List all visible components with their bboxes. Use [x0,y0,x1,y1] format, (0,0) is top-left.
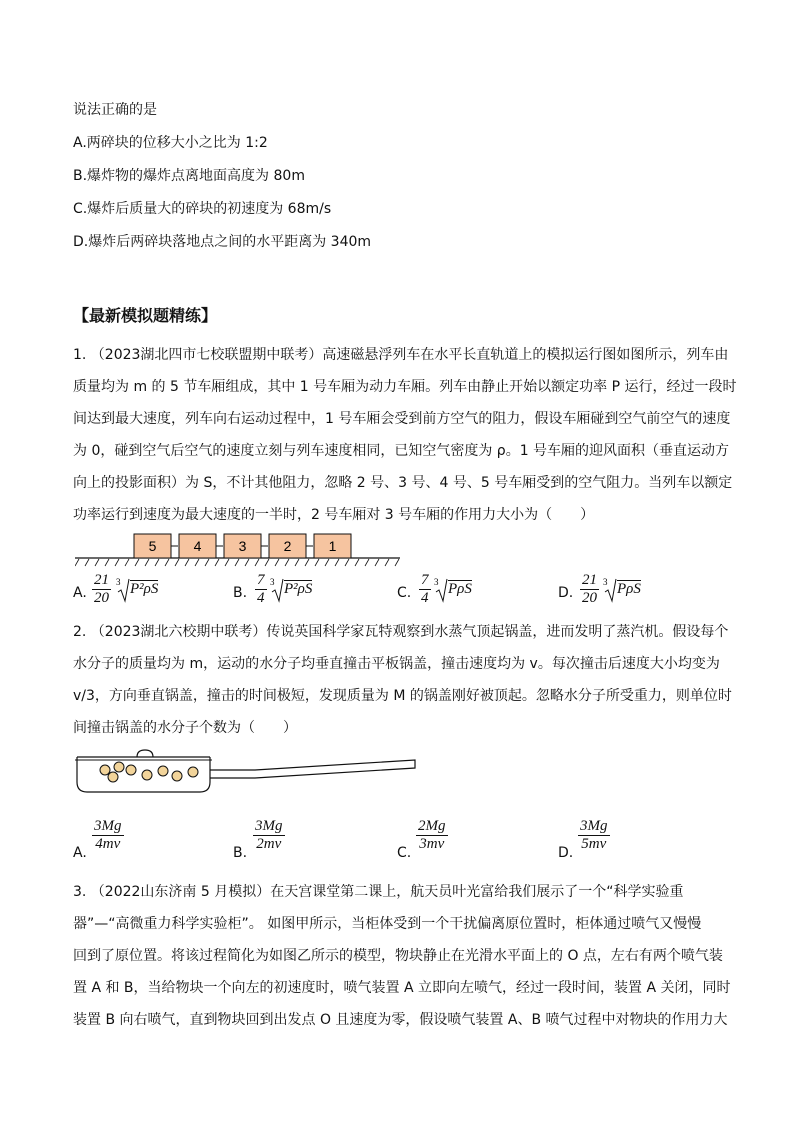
radical-sign [270,577,284,603]
svg-text:3: 3 [270,577,275,587]
q1-line: 向上的投影面积）为 S，不计其他阻力，忽略 2 号、3 号、4 号、5 号车厢受到的空气阻力。当列车以额定 [73,475,733,491]
train-car [179,534,216,558]
q1-line: 间达到最大速度，列车向右运动过程中，1 号车厢会受到前方空气的阻力，假设车厢碰到空气前空气的速度 [73,411,731,427]
q3-line: 回到了原位置。将该过程简化为如图乙所示的模型，物块静止在光滑水平面上的 O 点，左右有两个喷气装 [73,948,723,964]
q2-line: 水分子的质量均为 m，运动的水分子均垂直撞击平板锅盖，撞击速度均为 v。每次撞击后速度大小均变为 [73,656,720,672]
svg-text:3: 3 [116,577,121,587]
q3-line: 置 A 和 B，当给物块一个向左的初速度时，喷气装置 A 立即向左喷气，经过一段时间，装置 A 关闭，同时 [73,980,731,996]
car-label: 3 [238,538,247,554]
q1-line: 为 0，碰到空气后空气的速度立刻与列车速度相同，已知空气密度为 ρ。1 号车厢的迎风面积（垂直运动方 [73,443,730,459]
prev-question-stem: 说法正确的是 [73,102,157,118]
q1-line: 质量均为 m 的 5 节车厢组成，其中 1 号车厢为动力车厢。列车由静止开始以额定功率 P 运行，经过一段时 [73,379,737,395]
section-title: 【最新模拟题精练】 [73,306,218,325]
prev-option-a: A.两碎块的位移大小之比为 1:2 [73,135,268,151]
svg-text:3: 3 [434,577,439,587]
pot-figure [75,748,420,796]
train-car [224,534,261,558]
train-car [134,534,171,558]
radical-sign [116,577,130,603]
train-figure [75,530,405,570]
car-label: 1 [328,538,337,554]
svg-text:3: 3 [603,577,608,587]
car-label: 2 [283,538,292,554]
q3-line: 器”—“高微重力科学实验柜”。 如图甲所示，当柜体受到一个干扰偏离原位置时，柜体通过喷气又慢慢 [73,916,702,932]
car-label: 4 [193,538,202,554]
q2-line: v/3，方向垂直锅盖，撞击的时间极短，发现质量为 M 的锅盖刚好被顶起。忽略水分子所受重力，则单位时 [73,688,732,704]
prev-option-c: C.爆炸后质量大的碎块的初速度为 68m/s [73,201,332,217]
train-car [269,534,306,558]
q2-line: 间撞击锅盖的水分子个数为（ ） [73,720,297,736]
q2-line: 2. （2023湖北六校期中联考）传说英国科学家瓦特观察到水蒸气顶起锅盖，进而发明了蒸汽机。假设每个 [73,624,729,640]
prev-option-d: D.爆炸后两碎块落地点之间的水平距离为 340m [73,234,372,250]
prev-option-b: B.爆炸物的爆炸点离地面高度为 80m [73,168,305,184]
q3-line: 3. （2022山东济南 5 月模拟）在天宫课堂第二课上，航天员叶光富给我们展示了一个“科学实验重 [73,884,684,900]
radical-sign [603,577,617,603]
q3-line: 装置 B 向右喷气，直到物块回到出发点 O 且速度为零，假设喷气装置 A、B 喷气过程中对物块的作用力大 [73,1012,728,1028]
car-label: 5 [148,538,157,554]
radical-sign [434,577,448,603]
train-car [314,534,351,558]
q1-line: 1. （2023湖北四市七校联盟期中联考）高速磁悬浮列车在水平长直轨道上的模拟运行图如图所示，列车由 [73,347,729,363]
q1-line: 功率运行到速度为最大速度的一半时，2 号车厢对 3 号车厢的作用力大小为（ ） [73,507,595,523]
